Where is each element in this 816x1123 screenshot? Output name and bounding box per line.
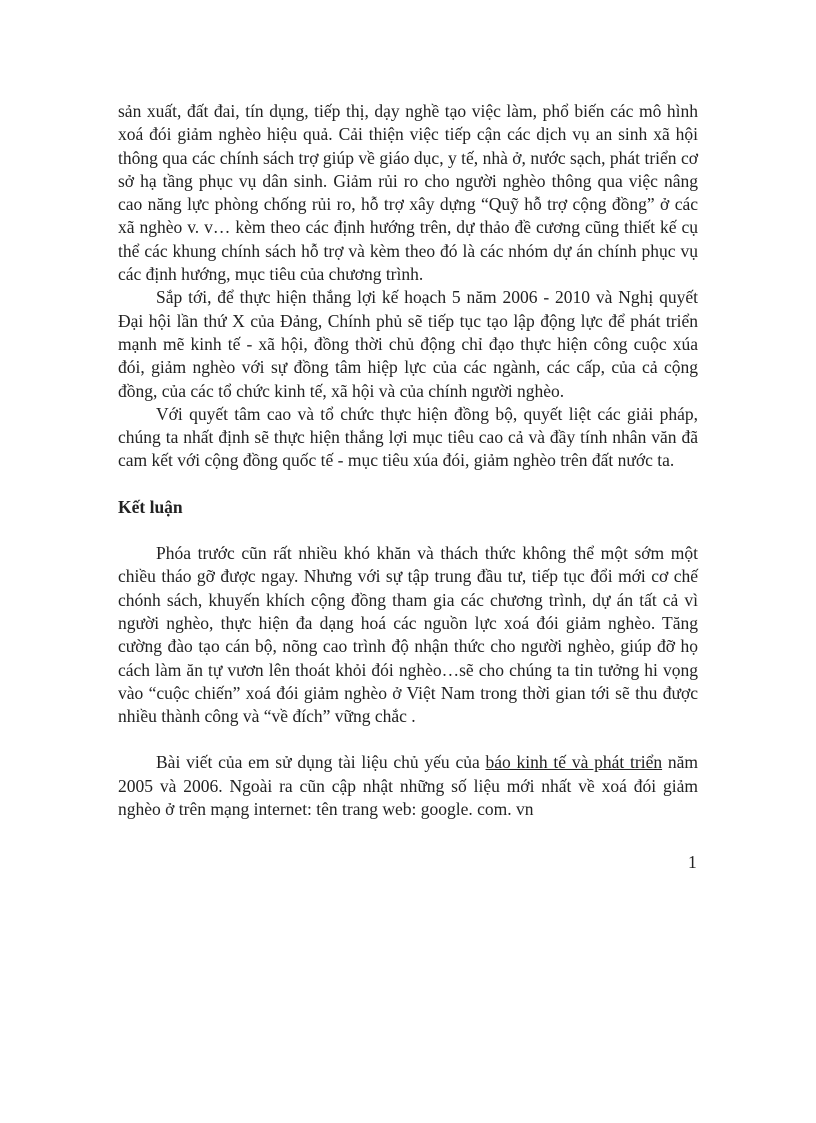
sources-text-after: năm 2005 và 2006. Ngoài ra cũn cập nhật những số liệu mới nhất về xoá đói giảm nghèo ở trên mạng internet: tên trang web: google. com. vn	[118, 752, 698, 820]
paragraph-policy-directions: sản xuất, đất đai, tín dụng, tiếp thị, dạy nghề tạo việc làm, phổ biến các mô hình xoá đói giảm nghèo hiệu quả. Cải thiện việc tiếp cận các dịch vụ an sinh xã hội thông qua các chính sách trợ giúp về giáo dục, y tế, nhà ở, nước sạch, phát triển cơ sở hạ tầng phục vụ dân sinh. Giảm rủi ro cho người nghèo thông qua việc nâng cao năng lực phòng chống rủi ro, hỗ trợ xây dựng “Quỹ hỗ trợ cộng đồng” ở các xã nghèo v. v… kèm theo các định hướng trên, dự thảo đề cương cũng thiết kế cụ thể các khung chính sách hỗ trợ và kèm theo đó là các nhóm dự án chính phục vụ các định hướng, mục tiêu của chương trình.	[118, 101, 698, 285]
paragraph-conclusion: Phóa trước cũn rất nhiều khó khăn và thách thức không thể một sớm một chiều tháo gỡ được ngay. Nhưng với sự tập trung đầu tư, tiếp tục đổi mới cơ chế chónh sách, khuyến khích cộng đồng tham gia các chương trình, dự án tất cả vì người nghèo, thực hiện đa dạng hoá các nguồn lực xoá đói giảm nghèo. Tăng cường đào tạo cán bộ, nõng cao trình độ nhận thức cho người nghèo, giúp đỡ họ cách làm ăn tự vươn lên thoát khỏi đói nghèo…sẽ cho chúng ta tin tưởng hi vọng vào “cuộc chiến” xoá đói giảm nghèo ở Việt Nam trong thời gian tới sẽ thu được nhiều thành công và “về đích” vững chắc .	[118, 543, 698, 727]
page-number: 1	[688, 852, 697, 872]
paragraph-sources	[118, 751, 698, 821]
paragraph-determination: Với quyết tâm cao và tổ chức thực hiện đồng bộ, quyết liệt các giải pháp, chúng ta nhất định sẽ thực hiện thắng lợi mục tiêu cao cả và đầy tính nhân văn đã cam kết với cộng đồng quốc tế - mục tiêu xúa đói, giảm nghèo trên đất nước ta.	[118, 403, 698, 471]
document-body	[118, 100, 698, 821]
sources-publication-link: báo kinh tế và phát triển	[485, 752, 663, 773]
paragraph-five-year-plan: Sắp tới, để thực hiện thắng lợi kế hoạch 5 năm 2006 - 2010 và Nghị quyết Đại hội lần thứ X của Đảng, Chính phủ sẽ tiếp tục tạo lập động lực để phát triển mạnh mẽ kinh tế - xã hội, đồng thời chủ động chỉ đạo thực hiện công cuộc xúa đói, giảm nghèo với sự đồng tâm hiệp lực của các ngành, các cấp, của cả cộng đồng, của các tổ chức kinh tế, xã hội và của chính người nghèo.	[118, 287, 698, 401]
sources-text-before: Bài viết của em sử dụng tài liệu chủ yếu của	[156, 752, 486, 773]
conclusion-heading: Kết luận	[118, 496, 183, 517]
